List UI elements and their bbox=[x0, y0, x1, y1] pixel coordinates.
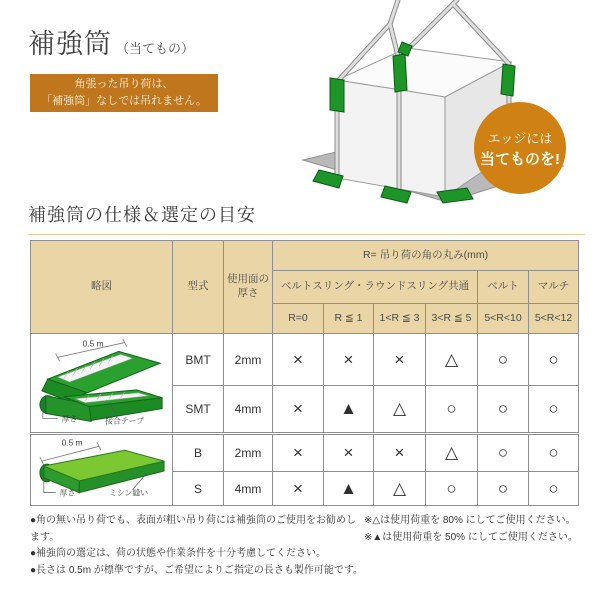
mark-cell: ○ bbox=[529, 472, 579, 506]
mark-cell: ▲ bbox=[324, 386, 374, 434]
diagram2-length-label: 0.5 m bbox=[61, 436, 83, 447]
mark-cell: × bbox=[273, 472, 324, 506]
mark-cell: × bbox=[273, 434, 324, 472]
footnote: ●角の無い吊り荷でも、表面が粗い吊り荷には補強筒のご使用をお勧めします。 bbox=[30, 515, 357, 543]
page-title-main: 補強筒 bbox=[28, 29, 112, 59]
header-belt: ベルト bbox=[478, 271, 529, 304]
mark-cell: △ bbox=[426, 334, 478, 386]
model-cell: S bbox=[173, 472, 224, 506]
badge-line-2: 当てものを! bbox=[480, 150, 560, 168]
mark-cell: △ bbox=[426, 434, 478, 472]
header-r2: 1<R ≦ 3 bbox=[374, 304, 426, 334]
footnote: ●長さは 0.5m が標準ですが、ご希望によりご指定の長さも製作可能です。 bbox=[30, 564, 364, 576]
header-r1: R ≦ 1 bbox=[324, 304, 374, 334]
mark-cell: ▲ bbox=[324, 472, 374, 506]
thickness-cell: 4mm bbox=[224, 386, 273, 434]
warning-line-2: 「補強筒」なしでは吊れません。 bbox=[41, 95, 207, 107]
spec-table bbox=[30, 240, 579, 506]
diagram2-thickness-label: 厚さ bbox=[59, 488, 75, 498]
header-r5: 5<R<12 bbox=[529, 304, 579, 334]
mark-cell: × bbox=[273, 334, 324, 386]
diagram1-thickness-label: 厚さ bbox=[61, 413, 77, 423]
footnotes-right bbox=[364, 513, 590, 579]
mark-cell: ○ bbox=[478, 472, 529, 506]
header-r3: 3<R ≦ 5 bbox=[426, 304, 478, 334]
tape-tube-diagram bbox=[34, 335, 170, 427]
header-r0: R=0 bbox=[273, 304, 324, 334]
diagram1-length-label: 0.5 m bbox=[82, 338, 104, 349]
mark-cell: ○ bbox=[426, 386, 478, 434]
badge-line-1: エッジには bbox=[487, 130, 553, 146]
model-cell: SMT bbox=[173, 386, 224, 434]
mark-cell: × bbox=[374, 434, 426, 472]
diagram1-seam-label: 接合テープ bbox=[104, 415, 144, 425]
header-thickness: 使用面の厚さ bbox=[224, 241, 273, 334]
header-sketch: 略図 bbox=[31, 241, 173, 334]
thickness-cell: 4mm bbox=[224, 472, 273, 506]
model-cell: BMT bbox=[173, 334, 224, 386]
mark-cell: △ bbox=[374, 386, 426, 434]
diagram-tape-type bbox=[31, 334, 173, 434]
page-title-note: （当てもの） bbox=[116, 41, 195, 56]
box-left-face bbox=[337, 80, 445, 197]
mark-cell: × bbox=[374, 334, 426, 386]
mark-cell: ○ bbox=[529, 334, 579, 386]
footnotes-left bbox=[30, 513, 364, 579]
table-row-bmt bbox=[31, 334, 579, 386]
mark-cell: ○ bbox=[478, 434, 529, 472]
diagram2-seam-label: ミシン縫い bbox=[108, 488, 148, 498]
warning-box bbox=[30, 74, 218, 112]
mark-cell: × bbox=[273, 386, 324, 434]
diagram-sewn-type bbox=[31, 434, 173, 506]
mark-cell: ○ bbox=[529, 434, 579, 472]
header-r-group: R= 吊り荷の角の丸み(mm) bbox=[273, 241, 579, 271]
mark-cell: × bbox=[324, 434, 374, 472]
warning-line-1: 角張った吊り荷は、 bbox=[74, 78, 174, 90]
page-title bbox=[28, 22, 194, 61]
header-model: 型式 bbox=[173, 241, 224, 334]
thickness-cell: 2mm bbox=[224, 334, 273, 386]
footnote-load-80: ※△は使用荷重を 80% にしてご使用ください。 bbox=[364, 515, 576, 526]
header-r4: 5<R<10 bbox=[478, 304, 529, 334]
mark-cell: ○ bbox=[478, 334, 529, 386]
mark-cell: × bbox=[324, 334, 374, 386]
header-multi: マルチ bbox=[529, 271, 579, 304]
sewn-tube-diagram bbox=[34, 436, 170, 500]
top-section bbox=[0, 0, 600, 200]
model-cell: B bbox=[173, 434, 224, 472]
section-title: 補強筒の仕様＆選定の目安 bbox=[28, 200, 585, 235]
table-row-b bbox=[31, 434, 579, 472]
footnotes bbox=[30, 513, 590, 579]
thickness-cell: 2mm bbox=[224, 434, 273, 472]
mark-cell: ○ bbox=[529, 386, 579, 434]
mark-cell: ○ bbox=[478, 386, 529, 434]
mark-cell: △ bbox=[374, 472, 426, 506]
footnote: ●補強筒の選定は、荷の状態や作業条件を十分考慮してください。 bbox=[30, 548, 327, 559]
edge-pad-badge bbox=[474, 102, 566, 194]
footnote-load-50: ※▲は使用荷重を 50% にしてご使用ください。 bbox=[364, 531, 578, 543]
header-sling-common: ベルトスリング・ラウンドスリング共通 bbox=[273, 271, 478, 304]
mark-cell: ○ bbox=[426, 472, 478, 506]
